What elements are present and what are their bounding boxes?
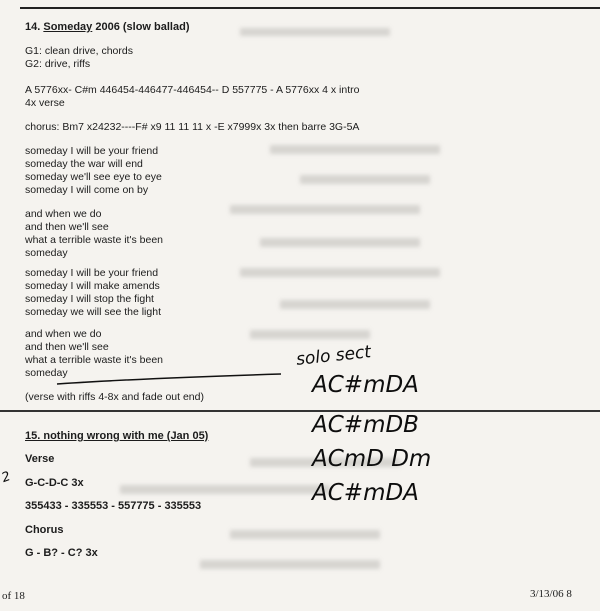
chorus-label: Chorus bbox=[25, 524, 64, 536]
outro-note: (verse with riffs 4-8x and fade out end) bbox=[25, 391, 204, 403]
lyric-line: and when we do bbox=[25, 328, 102, 340]
lyric-line: what a terrible waste it's been bbox=[25, 354, 163, 366]
verse-label: Verse bbox=[25, 453, 55, 465]
song-15-heading: 15. nothing wrong with me (Jan 05) bbox=[25, 430, 209, 442]
guitar-1-line: G1: clean drive, chords bbox=[25, 45, 133, 57]
lyric-line: someday I will come on by bbox=[25, 184, 149, 196]
song-14-heading bbox=[25, 21, 190, 34]
print-date: 3/13/06 8 bbox=[530, 588, 572, 600]
handwritten-chords-3: ACmD Dm bbox=[312, 446, 432, 472]
lyric-line: someday bbox=[25, 367, 68, 379]
song-meta: 2006 (slow ballad) bbox=[95, 21, 190, 33]
section-divider bbox=[0, 410, 600, 412]
lyric-line: someday I will be your friend bbox=[25, 145, 159, 157]
guitar-2-line: G2: drive, riffs bbox=[25, 58, 91, 70]
handwritten-margin-mark: 2 bbox=[0, 469, 13, 486]
song-title: Someday bbox=[43, 21, 93, 33]
verse-chords: G-C-D-C 3x bbox=[25, 477, 84, 489]
lyric-line: someday I will stop the fight bbox=[25, 293, 154, 305]
lyric-line: someday I will be your friend bbox=[25, 267, 159, 279]
lyric-line: someday we will see the light bbox=[25, 306, 161, 318]
verse-frets: 355433 - 335553 - 557775 - 335553 bbox=[25, 500, 202, 512]
lyric-line: and then we'll see bbox=[25, 221, 109, 233]
lyric-line: someday I will make amends bbox=[25, 280, 160, 292]
handwritten-solo-note: solo sect bbox=[295, 342, 372, 370]
top-rule bbox=[20, 7, 600, 9]
handwritten-chords-2: AC#mDB bbox=[312, 412, 419, 438]
handwritten-chords-1: AC#mDA bbox=[312, 372, 419, 398]
lyric-line: what a terrible waste it's been bbox=[25, 234, 163, 246]
song-number: 14. bbox=[25, 21, 41, 33]
lyric-line: someday the war will end bbox=[25, 158, 143, 170]
lyric-line: and then we'll see bbox=[25, 341, 109, 353]
verse-count-line: 4x verse bbox=[25, 97, 65, 109]
page-count: of 18 bbox=[2, 590, 25, 602]
intro-chords-line: A 5776xx- C#m 446454-446477-446454-- D 557775 - A 5776xx 4 x intro bbox=[25, 84, 360, 96]
lyric-line: someday we'll see eye to eye bbox=[25, 171, 162, 183]
handwritten-underline bbox=[55, 370, 285, 390]
chorus-chords-line: chorus: Bm7 x24232----F# x9 11 11 11 x -E x7999x 3x then barre 3G-5A bbox=[25, 121, 360, 133]
lyric-line: and when we do bbox=[25, 208, 102, 220]
handwritten-chords-4: AC#mDA bbox=[312, 480, 419, 506]
chorus-chords: G - B? - C? 3x bbox=[25, 547, 98, 559]
lyric-line: someday bbox=[25, 247, 68, 259]
